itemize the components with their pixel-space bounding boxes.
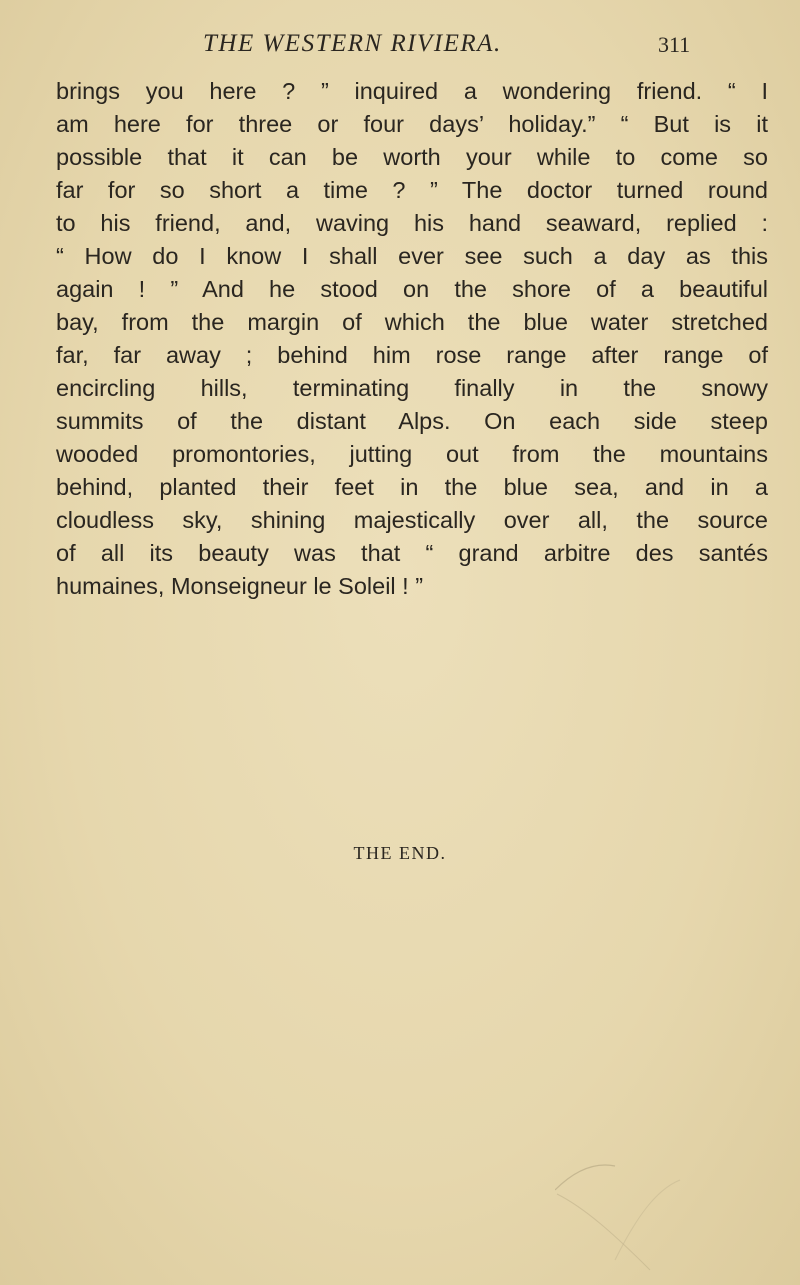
text-line: wooded promontories, jutting out from the mountains <box>56 441 768 467</box>
page-number: 311 <box>658 32 691 57</box>
text-line: am here for three or four days’ holiday.” “ But is it <box>56 111 768 137</box>
text-line: “ How do I know I shall ever see such a day as this <box>56 243 768 269</box>
text-line: far for so short a time ? ” The doctor turned round <box>56 177 768 203</box>
text-line: bay, from the margin of which the blue water stretched <box>56 309 768 335</box>
end-mark: THE END. <box>353 843 447 863</box>
text-line: of all its beauty was that “ grand arbitre des santés <box>56 540 768 566</box>
text-line: brings you here ? ” inquired a wondering friend. “ I <box>56 78 768 104</box>
pencil-mark <box>555 1150 795 1280</box>
body-paragraph <box>56 75 768 603</box>
text-line: behind, planted their feet in the blue sea, and in a <box>56 474 768 500</box>
text-line: encircling hills, terminating finally in the snowy <box>56 375 768 401</box>
text-line: humaines, Monseigneur le Soleil ! ” <box>56 573 424 599</box>
text-line: summits of the distant Alps. On each side steep <box>56 408 768 434</box>
running-title: THE WESTERN RIVIERA. <box>203 30 502 57</box>
text-line: again ! ” And he stood on the shore of a beautiful <box>56 276 768 302</box>
text-line: cloudless sky, shining majestically over all, the source <box>56 507 768 533</box>
text-line: to his friend, and, waving his hand seaward, replied : <box>56 210 768 236</box>
running-head <box>0 30 800 66</box>
text-line: far, far away ; behind him rose range after range of <box>56 342 768 368</box>
text-line: possible that it can be worth your while to come so <box>56 144 768 170</box>
